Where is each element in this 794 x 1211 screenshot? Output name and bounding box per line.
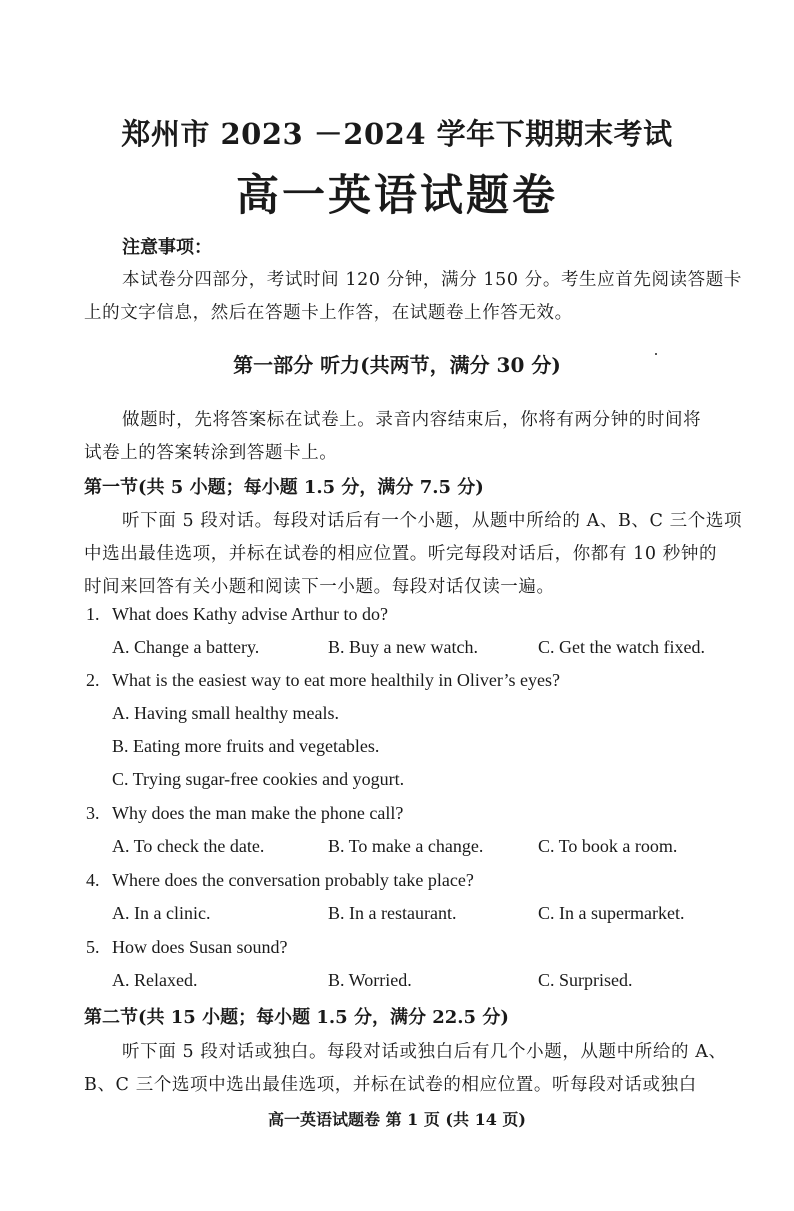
q3-option-b: B. To make a change. (328, 836, 484, 856)
part1-intro-line-2: 试卷上的答案转涂到答题卡上。 (84, 443, 338, 463)
notice-heading: 注意事项： (122, 237, 212, 258)
section2-instr-line-2: B、C 三个选项中选出最佳选项，并标在试卷的相应位置。听每段对话或独白 (84, 1075, 697, 1095)
question-2 (86, 670, 560, 691)
question-text: How does Susan sound? (112, 937, 288, 957)
q1-option-b: B. Buy a new watch. (328, 637, 478, 657)
section1-instr-line-2: 中选出最佳选项，并标在试卷的相应位置。听完每段对话后，你都有 10 秒钟的 (84, 544, 718, 564)
section1-heading: 第一节(共 5 小题；每小题 1.5 分，满分 7.5 分) (84, 477, 484, 498)
question-number: 5. (86, 937, 100, 957)
q2-option-b: B. Eating more fruits and vegetables. (112, 736, 380, 756)
question-number: 2. (86, 670, 100, 690)
question-text: Where does the conversation probably take place? (112, 870, 474, 890)
q3-option-c: C. To book a room. (538, 836, 678, 856)
q2-option-c: C. Trying sugar-free cookies and yogurt. (112, 769, 405, 789)
question-number: 1. (86, 604, 100, 624)
question-3 (86, 803, 403, 824)
q5-option-b: B. Worried. (328, 970, 412, 990)
paper-title: 高一英语试题卷 (236, 171, 558, 221)
question-5 (86, 937, 288, 958)
notice-line-1: 本试卷分四部分，考试时间 120 分钟，满分 150 分。考生应首先阅读答题卡 (122, 270, 742, 290)
q5-option-a: A. Relaxed. (112, 970, 198, 990)
part1-heading: 第一部分 听力(共两节，满分 30 分) (233, 353, 561, 377)
question-text: What is the easiest way to eat more healthily in Oliver’s eyes? (112, 670, 561, 690)
q3-option-a: A. To check the date. (112, 836, 265, 856)
section1-instr-line-3: 时间来回答有关小题和阅读下一小题。每段对话仅读一遍。 (84, 577, 555, 597)
part1-intro-line-1: 做题时，先将答案标在试卷上。录音内容结束后，你将有两分钟的时间将 (122, 410, 702, 430)
q4-option-c: C. In a supermarket. (538, 903, 685, 923)
section1-instr-line-1: 听下面 5 段对话。每段对话后有一个小题，从题中所给的 A、B、C 三个选项 (122, 511, 743, 531)
q5-option-c: C. Surprised. (538, 970, 633, 990)
q2-option-a: A. Having small healthy meals. (112, 703, 339, 723)
page-footer: 高一英语试题卷 第 1 页 (共 14 页) (268, 1110, 526, 1129)
section2-instr-line-1: 听下面 5 段对话或独白。每段对话或独白后有几个小题，从题中所给的 A、 (122, 1042, 727, 1062)
question-text: Why does the man make the phone call? (112, 803, 404, 823)
question-text: What does Kathy advise Arthur to do? (112, 604, 388, 624)
exam-title: 郑州市 2023 －2024 学年下期期末考试 (121, 117, 673, 151)
q4-option-a: A. In a clinic. (112, 903, 211, 923)
speck (655, 353, 657, 355)
q1-option-c: C. Get the watch fixed. (538, 637, 705, 657)
question-number: 4. (86, 870, 100, 890)
q4-option-b: B. In a restaurant. (328, 903, 457, 923)
question-1 (86, 604, 388, 625)
question-number: 3. (86, 803, 100, 823)
q1-option-a: A. Change a battery. (112, 637, 260, 657)
question-4 (86, 870, 474, 891)
section2-heading: 第二节(共 15 小题；每小题 1.5 分，满分 22.5 分) (84, 1007, 509, 1028)
notice-line-2: 上的文字信息，然后在答题卡上作答，在试题卷上作答无效。 (84, 303, 573, 323)
